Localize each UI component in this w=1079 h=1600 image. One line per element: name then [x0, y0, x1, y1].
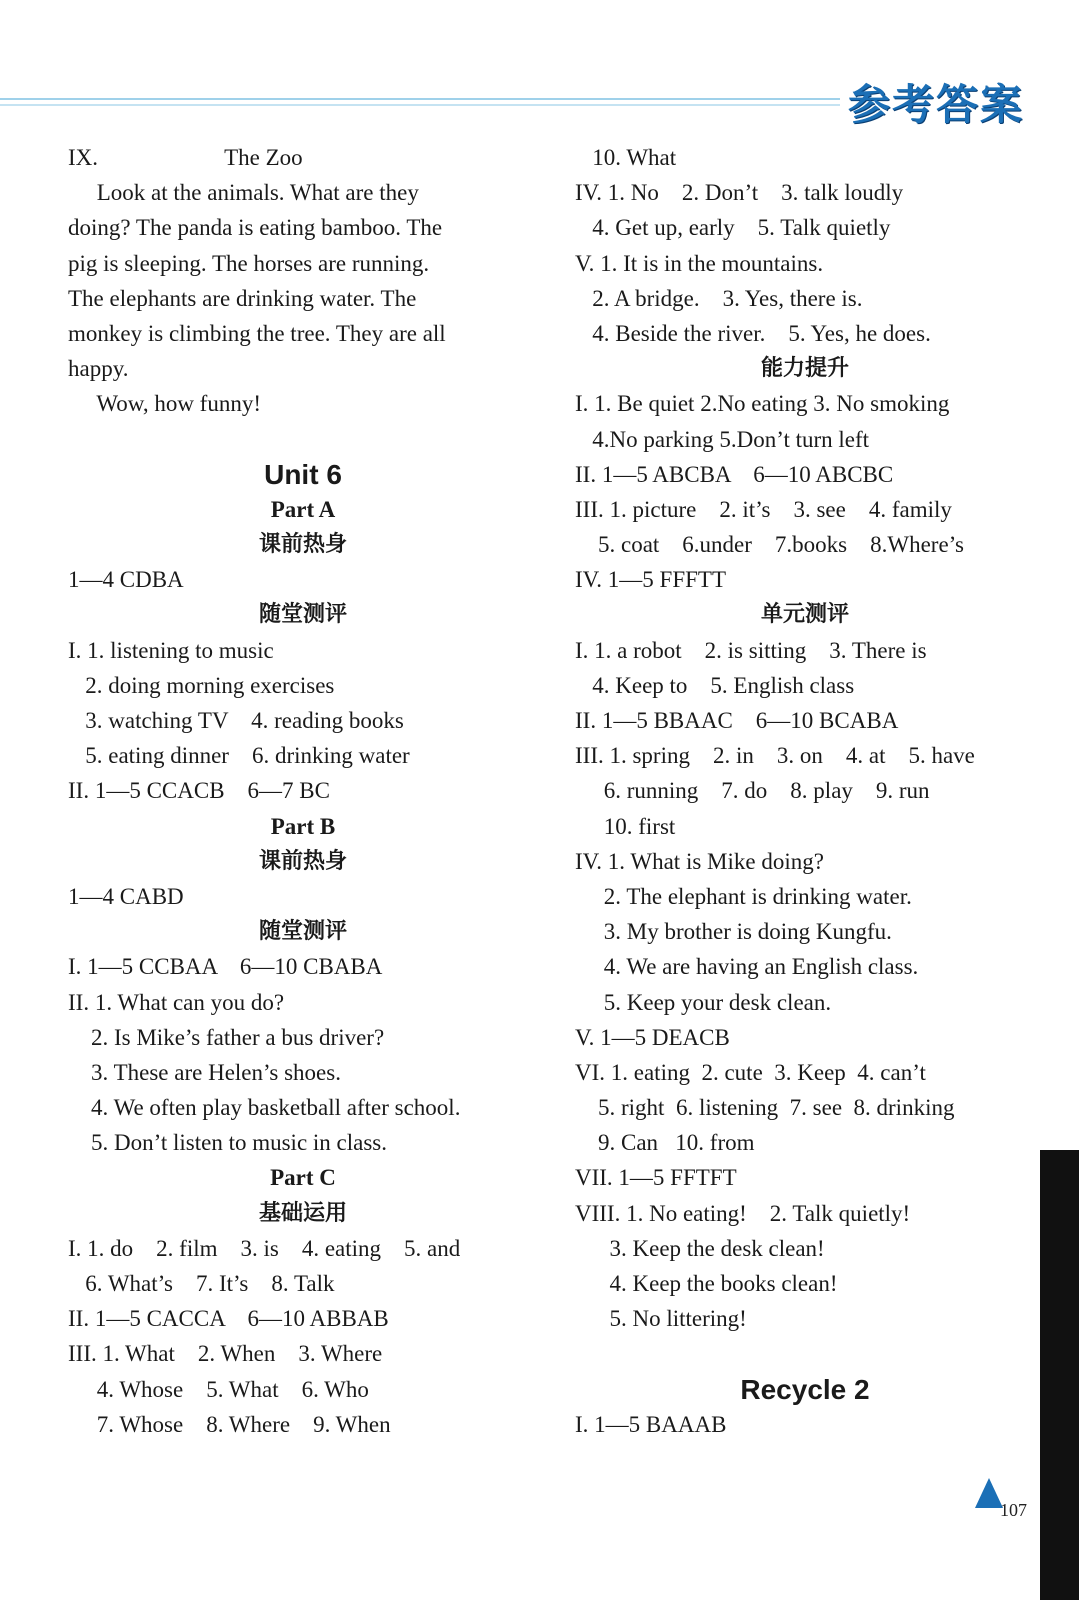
- answer-line: IV. 1. No 2. Don’t 3. talk loudly: [575, 180, 904, 206]
- answer-line: 6. running 7. do 8. play 9. run: [575, 778, 930, 804]
- answer-line: 5. eating dinner 6. drinking water: [68, 743, 410, 769]
- answer-line: I. 1—5 CCBAA 6—10 CBABA: [68, 954, 383, 980]
- answer-line: 5. Don’t listen to music in class.: [68, 1130, 388, 1156]
- answer-line: Wow, how funny!: [68, 391, 261, 417]
- answer-line: Look at the animals. What are they: [68, 180, 419, 206]
- answer-line: 2. The elephant is drinking water.: [575, 883, 912, 909]
- answer-line: 随堂测评: [258, 602, 347, 628]
- answer-line: II. 1—5 BBAAC 6—10 BCABA: [575, 708, 899, 733]
- answer-line: Part B: [270, 813, 336, 839]
- answer-line: 5. right 6. listening 7. see 8. drinking: [575, 1095, 955, 1121]
- answer-line: 1—4 CDBA: [68, 567, 184, 593]
- answer-line: 5. No littering!: [575, 1306, 747, 1332]
- answer-line: 4. We often play basketball after school.: [68, 1095, 461, 1121]
- answer-line: I. 1. do 2. film 3. is 4. eating 5. and: [68, 1235, 461, 1261]
- answer-line: 4. Keep to 5. English class: [575, 672, 855, 698]
- answer-line: 3. My brother is doing Kungfu.: [575, 919, 892, 945]
- answer-line: III. 1. spring 2. in 3. on 4. at 5. have: [575, 743, 975, 769]
- header-decoration: [0, 96, 840, 110]
- answer-line: Part C: [270, 1165, 336, 1191]
- header-line: [0, 104, 840, 106]
- left-column: [68, 140, 538, 1442]
- page-corner-icon: [975, 1478, 1003, 1508]
- answer-line: V. 1—5 DEACB: [575, 1024, 730, 1050]
- answer-line: 7. Whose 8. Where 9. When: [68, 1411, 391, 1437]
- answer-line: 6. What’s 7. It’s 8. Talk: [68, 1271, 335, 1296]
- answer-line: 3. These are Helen’s shoes.: [68, 1059, 341, 1085]
- right-column: [575, 140, 1035, 1442]
- answer-line: 课前热身: [258, 532, 347, 558]
- answer-line: 2. A bridge. 3. Yes, there is.: [575, 285, 863, 311]
- answer-line: 9. Can 10. from: [575, 1130, 755, 1156]
- page-header-title: 参考答案: [848, 80, 1025, 129]
- answer-line: III. 1. What 2. When 3. Where: [68, 1341, 383, 1367]
- answer-line: I. 1—5 BAAAB: [575, 1411, 727, 1437]
- answer-line: 5. Keep your desk clean.: [575, 989, 832, 1015]
- answer-line: I. 1. a robot 2. is sitting 3. There is: [575, 637, 927, 663]
- answer-line: 4. Keep the books clean!: [575, 1271, 838, 1296]
- answer-line: doing? The panda is eating bamboo. The: [68, 215, 443, 241]
- answer-line: V. 1. It is in the mountains.: [575, 250, 824, 276]
- answer-line: 1—4 CABD: [68, 883, 184, 909]
- answer-line: monkey is climbing the tree. They are all: [68, 320, 446, 346]
- answer-line: VIII. 1. No eating! 2. Talk quietly!: [575, 1200, 911, 1226]
- answer-line: 2. Is Mike’s father a bus driver?: [68, 1024, 385, 1050]
- answer-line: 单元测评: [760, 602, 849, 628]
- answer-line: I. 1. listening to music: [68, 637, 274, 663]
- answer-line: Part A: [270, 496, 336, 522]
- answer-line: happy.: [68, 356, 129, 382]
- answer-line: IV. 1—5 FFFTT: [575, 567, 727, 593]
- answer-line: II. 1—5 CCACB 6—7 BC: [68, 778, 330, 804]
- answer-line: 5. coat 6.under 7.books 8.Where’s: [575, 532, 965, 558]
- answer-line: II. 1—5 CACCA 6—10 ABBAB: [68, 1306, 389, 1332]
- answer-line: 4. Get up, early 5. Talk quietly: [575, 215, 891, 241]
- answer-line: III. 1. picture 2. it’s 3. see 4. family: [575, 496, 952, 522]
- answer-line: 4. Beside the river. 5. Yes, he does.: [575, 320, 931, 346]
- answer-line: 基础运用: [258, 1200, 347, 1226]
- page-number: 107: [1000, 1500, 1027, 1520]
- answer-line: Unit 6: [264, 458, 342, 490]
- answer-line: 10. first: [575, 813, 676, 839]
- answer-line: VI. 1. eating 2. cute 3. Keep 4. can’t: [575, 1059, 926, 1085]
- answer-line: 课前热身: [258, 848, 347, 874]
- answer-line: 能力提升: [760, 356, 849, 382]
- answer-line: II. 1—5 ABCBA 6—10 ABCBC: [575, 461, 894, 487]
- answer-line: 3. Keep the desk clean!: [575, 1235, 825, 1261]
- answer-line: [575, 1336, 1035, 1371]
- answer-line: 4. Whose 5. What 6. Who: [68, 1376, 369, 1402]
- answer-line: The elephants are drinking water. The: [68, 285, 417, 311]
- answer-line: II. 1. What can you do?: [68, 989, 285, 1015]
- answer-line: VII. 1—5 FFTFT: [575, 1165, 737, 1191]
- answer-line: I. 1. Be quiet 2.No eating 3. No smoking: [575, 391, 950, 417]
- answer-line: IX. The Zoo: [68, 145, 303, 170]
- answer-line: 随堂测评: [258, 919, 347, 945]
- answer-line: IV. 1. What is Mike doing?: [575, 848, 824, 874]
- answer-line: 4. We are having an English class.: [575, 954, 919, 980]
- answer-line: 4.No parking 5.Don’t turn left: [575, 426, 870, 452]
- answer-line: pig is sleeping. The horses are running.: [68, 250, 430, 276]
- answer-line: Recycle 2: [740, 1373, 870, 1405]
- side-tab: [1040, 1150, 1079, 1600]
- header-line: [0, 98, 840, 100]
- answer-line: 2. doing morning exercises: [68, 672, 335, 698]
- answer-line: 3. watching TV 4. reading books: [68, 708, 404, 733]
- answer-line: 10. What: [575, 145, 677, 170]
- answer-line: [68, 422, 538, 457]
